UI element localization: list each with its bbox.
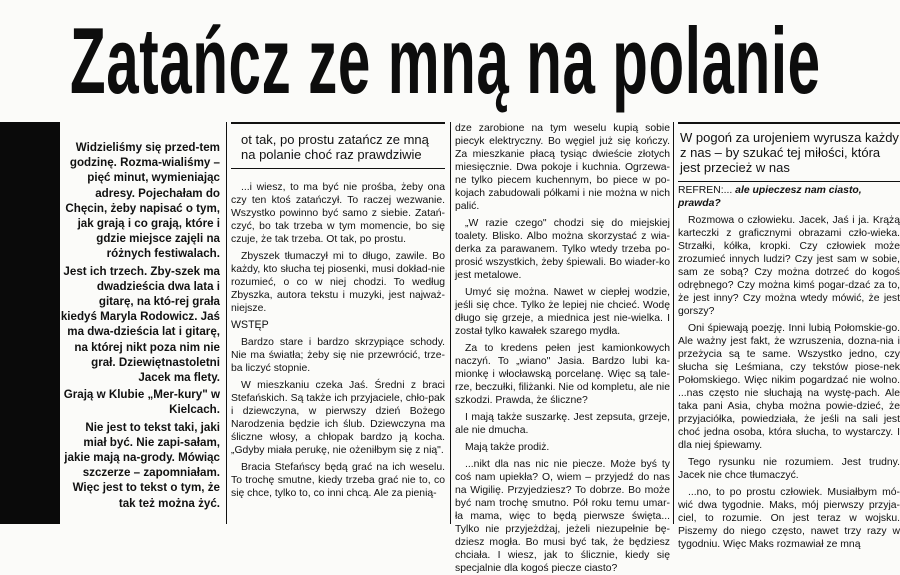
section-heading: WSTĘP — [231, 319, 269, 331]
column-rule — [450, 122, 451, 524]
lyric-quote: W pogoń za urojeniem wyrusza każdy z nas – by szukać tej miłości, która jest przecież w nas — [678, 122, 900, 182]
intro-paragraph: Nie jest to tekst taki, jaki miał być. Nie zapi-sałam, jakie mają na-grody. Mówiąc szczerze – zapomniałam. Więc jest to tekst o tym, że tak też można żyć. — [64, 420, 220, 510]
body-paragraph: Za to kredens pełen jest kamionkowych naczyń. To „wiano" Jasia. Bardzo lubi ka-mionkę i włocławską porcelanę. Więc są tale-rze, beczułki, filiżanki. Nie od kompletu, ale nie szkodzi. Prawda, że śliczne? — [455, 343, 670, 406]
body-paragraph: „W razie czego" chodzi się do miejskiej toalety. Blisko. Albo można skorzystać z wia-derka za parawanem. Tylko wtedy trzeba po-prosić wszystkich, żeby śpiewali. Bo wiader-ko jest metalowe. — [455, 218, 670, 281]
body-paragraph: Zbyszek tłumaczył mi to długo, zawile. Bo każdy, kto słucha tej piosenki, musi dokład-nie rozumieć, o co w niej chodzi. To według Zbyszka, autora tekstu i muzyki, jest najważ-niejsze. — [231, 251, 445, 314]
intro-paragraph: Grają w Klubie „Mer-kury" w Kielcach. — [63, 388, 220, 417]
body-paragraph: Umyć się można. Nawet w ciepłej wodzie, jeśli się chce. Tylko że lepiej nie chcieć. Wodę długo się grzeje, a miednica jest nie-wielka. I został tylko kawałek szarego mydła. — [455, 287, 670, 337]
body-paragraph: Oni śpiewają poezję. Inni lubią Połomskie-go. Ale ważny jest fakt, że wzruszenia, dozna-nia i przeżycia są te same. Wszystko jedno, czy słucha się Leśmiana, czy tekstów piose-nek Połomskiego. Więc nikim pogardzać nie wolno. ...nas często nie słuchają na wystę-pach. Ale taka pani Asia, chyba można powie-dzieć, że przyjaciółka, powiedziała, że jeśli na sali jest choć jedna osoba, która słucha, to wystarczy. I dla niej śpiewamy. — [678, 323, 900, 451]
black-side-bar — [0, 122, 60, 524]
intro-paragraph: Jest ich trzech. Zby-szek ma dwadzieścia dwa lata i gitarę, na któ-rej grała kiedyś Maryla Rodowicz. Jaś ma dwa-dzieścia lat i gitarę, na której nikt poza nim nie grał. Dziewiętnastoletni Jacek ma flety. — [60, 264, 220, 385]
body-paragraph: ...no, to po prostu człowiek. Musiałbym mó-wić dwa tygodnie. Maks, mój pierwszy przyja-ciel, to rozumie. On jest teraz w wojsku. Piszemy do niego często, nawet trzy razy w tygodniu. Więc Maks rozmawiał ze mną — [678, 487, 900, 550]
intro-paragraph: Widzieliśmy się przed-tem godzinę. Rozma-wialiśmy – pięć minut, wymieniając adresy. Pojechałam do Chęcin, żeby napisać o tym, jak grają i co grają, które i gdzie miejsce zajęli na różnych festiwalach. — [65, 141, 220, 261]
body-paragraph: dze zarobione na tym weselu kupią sobie piecyk elektryczny. Bo węgiel już się kończy. Za mieszkanie płacą tysiąc dwieście złotych miesięcznie. Dwa pokoje i kuchnia. Ogrzewa-ne tylko piecem kuchennym, bo piece w po-kojach zabudowali półkami i nie można w nich palić. — [455, 123, 670, 212]
body-paragraph: Tego rysunku nie rozumiem. Jest trudny. Jacek nie chce tłumaczyć. — [678, 457, 900, 481]
article-column-3 — [678, 122, 900, 550]
column-rule — [673, 122, 674, 524]
refrain-text: ale upieczesz nam ciasto, prawda? — [678, 185, 862, 209]
intro-column — [60, 140, 220, 524]
body-paragraph: Bracia Stefańscy będą grać na ich weselu. To trochę smutne, kiedy trzeba grać nie to, co się chce, tylko to, co inni chcą. Ale za pienią- — [231, 462, 445, 499]
body-paragraph: Rozmowa o człowieku. Jacek, Jaś i ja. Krążą karteczki z graficznymi obrazami czło-wieka. Strzałki, kółka, kropki. Czy człowiek może zrozumieć innych ludzi? Czy jest sam w sobie, sam ze sobą? Czy można dotrzeć do kogoś odrębnego? Czy można kimś pogar-dzać za to, że jest inny? Czy można wtedy mówić, że jest gorszy? — [678, 215, 900, 317]
lyric-quote: ot tak, po prostu zatańcz ze mną na polanie choć raz prawdziwie — [231, 122, 445, 169]
article-column-2 — [455, 122, 670, 574]
refrain-label: REFREN:... — [678, 185, 733, 196]
body-paragraph: W mieszkaniu czeka Jaś. Średni z braci Stefańskich. Są także ich przyjaciele, chło-pak i dziewczyna, w pierwszy dzień Bożego Narodzenia będzie ich ślub. Dziewczyna ma śliczne włosy, a chłopak bardzo ją kocha. „Gdyby miała perukę, nie ożeniłbym się z nią". — [231, 380, 445, 456]
body-paragraph: I mają także suszarkę. Jest zepsuta, grzeje, ale nie dmucha. — [455, 412, 670, 436]
article-column-1 — [231, 122, 445, 524]
refrain-line — [678, 184, 900, 210]
body-paragraph: Mają także prodiż. — [465, 442, 550, 453]
headline: Zatańcz ze mną na polanie — [70, 8, 821, 113]
body-paragraph: ...i wiesz, to ma być nie prośba, żeby ona czy ten ktoś zatańczył. To raczej wezwanie. Wszystko powinno być samo z siebie. Zatań-czyć, bo tak trzeba w tym momencie, bo się czuje, że tak trzeba. Ot tak, po prostu. — [231, 182, 445, 245]
body-paragraph: ...nikt dla nas nic nie piecze. Może byś ty coś nam upiekła? O, wiem – przyjedź do nas na Wigilię. Przyjedziesz? To dobrze. Bo może być nam trochę smutno. Pół roku temu umar-ła mama, więc to będą pierwsze święta... Tylko nie przyjeżdżaj, jeżeli niezupełnie bę-dziesz mogła. Bo musi być tak, że będziesz chciała. I wiesz, jak to ślicznie, kiedy się specjalnie dla kogoś piecze ciasto? — [455, 459, 670, 574]
body-paragraph: Bardzo stare i bardzo skrzypiące schody. Nie ma światła; żeby się nie przewrócić, trze-ba liczyć stopnie. — [231, 337, 445, 374]
column-rule — [226, 122, 227, 524]
